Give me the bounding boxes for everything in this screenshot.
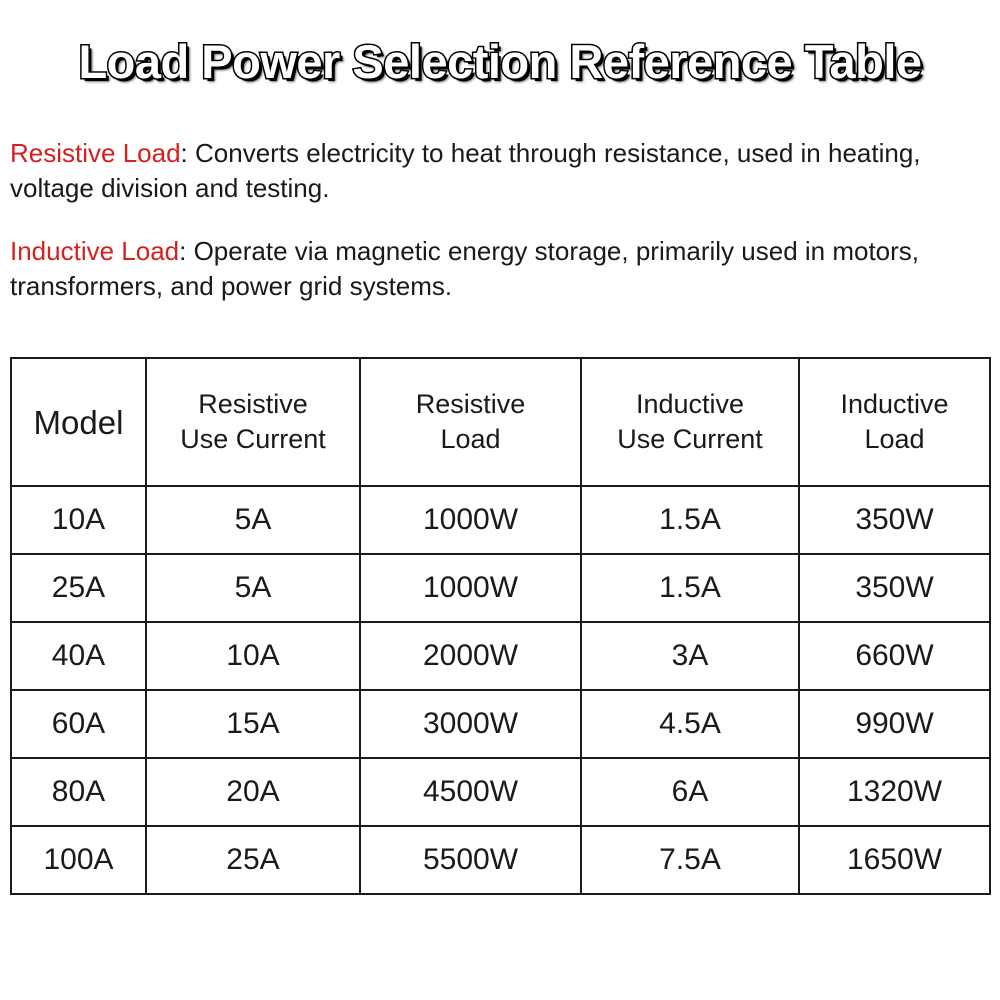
- resistive-load-term: Resistive Load: [10, 138, 181, 168]
- cell-model: 10A: [11, 486, 146, 554]
- table-row: [11, 826, 990, 894]
- resistive-load-description: [10, 136, 985, 206]
- header-resistive-load: [360, 358, 581, 486]
- table-row: [11, 554, 990, 622]
- cell-inductive-use-current: 1.5A: [581, 554, 799, 622]
- table-row: [11, 758, 990, 826]
- inductive-load-text: : Operate via magnetic energy storage, primarily used in motors, transformers, and power grid systems.: [10, 236, 920, 301]
- cell-inductive-load: 1320W: [799, 758, 990, 826]
- inductive-load-term: Inductive Load: [10, 236, 180, 266]
- header-line: Resistive: [415, 389, 526, 419]
- cell-inductive-load: 1650W: [799, 826, 990, 894]
- cell-model: 60A: [11, 690, 146, 758]
- cell-resistive-load: 5500W: [360, 826, 581, 894]
- cell-inductive-load: 990W: [799, 690, 990, 758]
- cell-inductive-use-current: 7.5A: [581, 826, 799, 894]
- cell-resistive-load: 2000W: [360, 622, 581, 690]
- cell-inductive-load: 660W: [799, 622, 990, 690]
- cell-model: 80A: [11, 758, 146, 826]
- header-model: [11, 358, 146, 486]
- cell-resistive-use-current: 25A: [146, 826, 360, 894]
- header-resistive-use-current: [146, 358, 360, 486]
- cell-inductive-use-current: 1.5A: [581, 486, 799, 554]
- header-line: Use Current: [180, 424, 326, 454]
- header-line: Use Current: [617, 424, 763, 454]
- cell-inductive-use-current: 4.5A: [581, 690, 799, 758]
- cell-resistive-use-current: 10A: [146, 622, 360, 690]
- table-row: [11, 486, 990, 554]
- cell-resistive-load: 4500W: [360, 758, 581, 826]
- cell-resistive-load: 3000W: [360, 690, 581, 758]
- header-inductive-load: [799, 358, 990, 486]
- header-line: Inductive: [635, 389, 745, 419]
- reference-table: [10, 357, 991, 895]
- header-line: Load: [864, 424, 925, 454]
- header-line: Resistive: [198, 389, 308, 419]
- cell-resistive-use-current: 20A: [146, 758, 360, 826]
- header-line: Inductive: [840, 389, 949, 419]
- cell-resistive-load: 1000W: [360, 554, 581, 622]
- table-header-row: [11, 358, 990, 486]
- table-row: [11, 690, 990, 758]
- table-row: [11, 622, 990, 690]
- header-line: Load: [440, 424, 501, 454]
- header-model-label: Model: [33, 403, 124, 441]
- cell-resistive-use-current: 15A: [146, 690, 360, 758]
- cell-model: 100A: [11, 826, 146, 894]
- cell-inductive-use-current: 3A: [581, 622, 799, 690]
- cell-inductive-load: 350W: [799, 554, 990, 622]
- cell-inductive-use-current: 6A: [581, 758, 799, 826]
- cell-inductive-load: 350W: [799, 486, 990, 554]
- header-inductive-use-current: [581, 358, 799, 486]
- page-title: Load Power Selection Reference Table: [78, 35, 922, 88]
- inductive-load-description: [10, 234, 985, 304]
- cell-resistive-load: 1000W: [360, 486, 581, 554]
- cell-model: 40A: [11, 622, 146, 690]
- cell-model: 25A: [11, 554, 146, 622]
- cell-resistive-use-current: 5A: [146, 554, 360, 622]
- resistive-load-text: : Converts electricity to heat through resistance, used in heating, voltage division and testing.: [10, 138, 921, 203]
- cell-resistive-use-current: 5A: [146, 486, 360, 554]
